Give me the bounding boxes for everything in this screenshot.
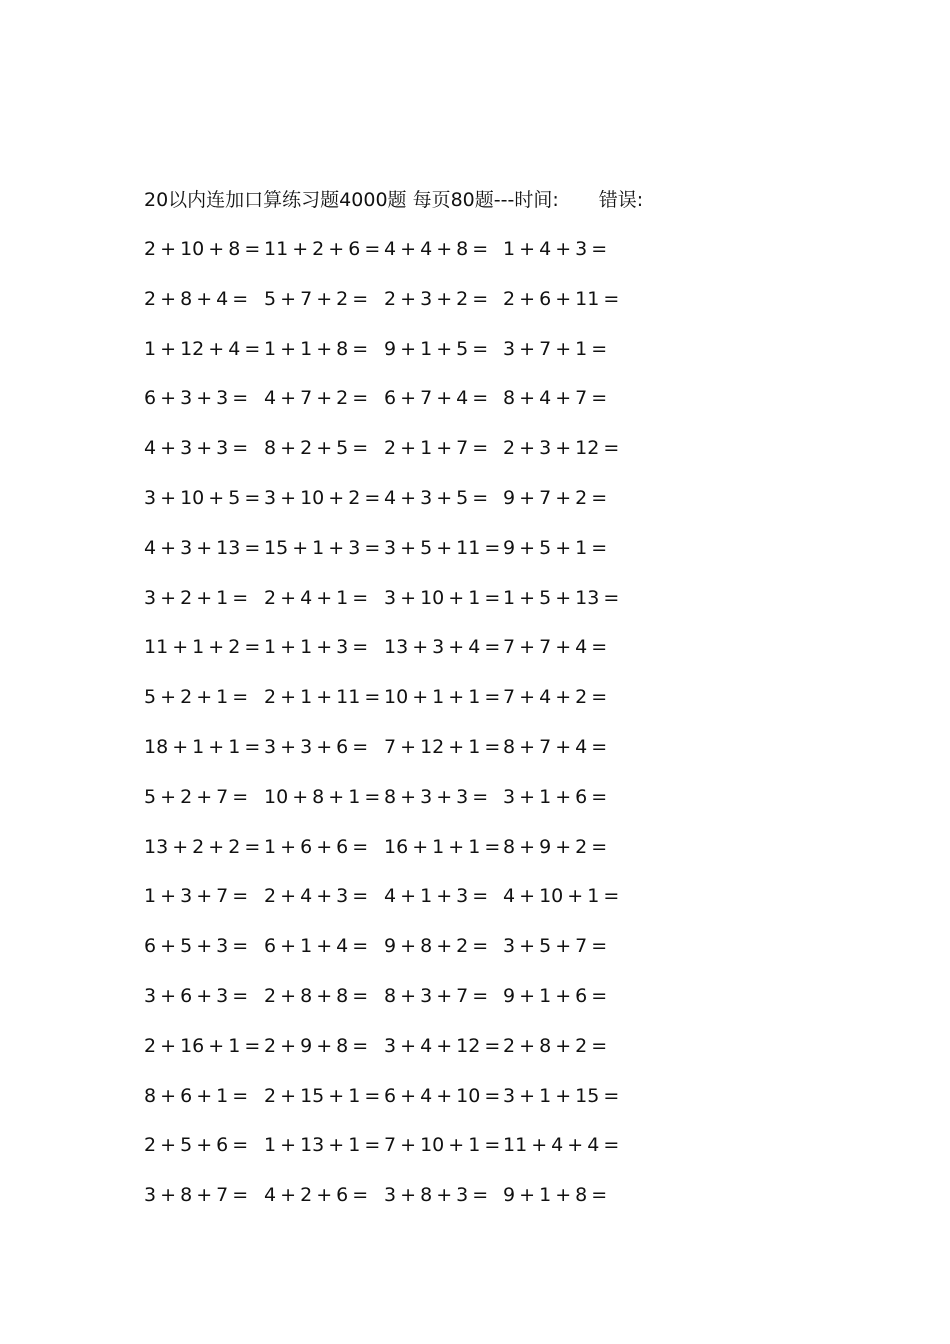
problem-item: 1 + 13 + 1 = bbox=[264, 1134, 381, 1157]
problem-item: 3 + 10 + 2 = bbox=[264, 486, 381, 509]
problem-item: 6 + 1 + 4 = bbox=[264, 935, 369, 958]
problem-item: 2 + 4 + 1 = bbox=[264, 586, 369, 609]
worksheet-header bbox=[144, 186, 643, 214]
problem-item: 1 + 1 + 3 = bbox=[264, 636, 369, 659]
problem-item: 4 + 4 + 8 = bbox=[384, 238, 489, 260]
problem-item: 7 + 12 + 1 = bbox=[384, 735, 501, 758]
problem-item: 8 + 7 + 4 = bbox=[503, 735, 608, 758]
problem-item: 11 + 4 + 4 = bbox=[503, 1134, 620, 1157]
problem-item: 9 + 1 + 5 = bbox=[384, 337, 489, 360]
problem-item: 8 + 6 + 1 = bbox=[144, 1084, 249, 1107]
problem-item: 1 + 3 + 7 = bbox=[144, 885, 249, 908]
problem-item: 6 + 4 + 10 = bbox=[384, 1084, 501, 1107]
problem-item: 2 + 16 + 1 = bbox=[144, 1034, 261, 1057]
problem-item: 2 + 1 + 7 = bbox=[384, 437, 489, 460]
problem-item: 2 + 5 + 6 = bbox=[144, 1134, 249, 1157]
problem-item: 10 + 1 + 1 = bbox=[384, 686, 501, 709]
problem-item: 7 + 7 + 4 = bbox=[503, 636, 608, 659]
problem-item: 8 + 3 + 7 = bbox=[384, 984, 489, 1007]
problem-item: 16 + 1 + 1 = bbox=[384, 835, 501, 858]
problem-item: 9 + 5 + 1 = bbox=[503, 536, 608, 559]
problem-item: 2 + 15 + 1 = bbox=[264, 1084, 381, 1107]
problem-item: 3 + 4 + 12 = bbox=[384, 1034, 501, 1057]
problem-item: 4 + 10 + 1 = bbox=[503, 885, 620, 908]
problem-item: 6 + 3 + 3 = bbox=[144, 387, 249, 410]
problem-item: 10 + 8 + 1 = bbox=[264, 785, 381, 808]
problem-item: 1 + 12 + 4 = bbox=[144, 337, 261, 360]
problem-item: 3 + 5 + 11 = bbox=[384, 536, 501, 559]
problem-item: 8 + 3 + 3 = bbox=[384, 785, 489, 808]
problem-item: 8 + 2 + 5 = bbox=[264, 437, 369, 460]
problem-item: 13 + 3 + 4 = bbox=[384, 636, 501, 659]
problem-item: 2 + 3 + 2 = bbox=[384, 287, 489, 310]
problem-item: 3 + 7 + 1 = bbox=[503, 337, 608, 360]
problem-item: 9 + 8 + 2 = bbox=[384, 935, 489, 958]
problem-item: 3 + 1 + 6 = bbox=[503, 785, 608, 808]
problem-item: 13 + 2 + 2 = bbox=[144, 835, 261, 858]
problem-item: 3 + 2 + 1 = bbox=[144, 586, 249, 609]
problem-item: 4 + 1 + 3 = bbox=[384, 885, 489, 908]
worksheet-title: 20以内连加口算练习题4000题 每页80题---时间: bbox=[144, 189, 559, 211]
problem-item: 9 + 1 + 8 = bbox=[503, 1184, 608, 1207]
problem-item: 9 + 7 + 2 = bbox=[503, 486, 608, 509]
problem-item: 11 + 2 + 6 = bbox=[264, 238, 381, 260]
problem-item: 2 + 9 + 8 = bbox=[264, 1034, 369, 1057]
problem-item: 2 + 8 + 8 = bbox=[264, 984, 369, 1007]
problem-item: 1 + 5 + 13 = bbox=[503, 586, 620, 609]
problem-item: 7 + 10 + 1 = bbox=[384, 1134, 501, 1157]
problem-item: 8 + 9 + 2 = bbox=[503, 835, 608, 858]
problem-item: 15 + 1 + 3 = bbox=[264, 536, 381, 559]
problem-item: 1 + 6 + 6 = bbox=[264, 835, 369, 858]
errors-label: 错误: bbox=[598, 189, 644, 211]
problem-item: 2 + 8 + 4 = bbox=[144, 287, 249, 310]
problem-item: 2 + 4 + 3 = bbox=[264, 885, 369, 908]
problem-item: 4 + 3 + 13 = bbox=[144, 536, 261, 559]
problem-item: 4 + 2 + 6 = bbox=[264, 1184, 369, 1207]
problem-item: 2 + 1 + 11 = bbox=[264, 686, 381, 709]
problem-item: 3 + 10 + 1 = bbox=[384, 586, 501, 609]
problem-item: 11 + 1 + 2 = bbox=[144, 636, 261, 659]
problem-item: 5 + 2 + 7 = bbox=[144, 785, 249, 808]
problem-item: 3 + 8 + 7 = bbox=[144, 1184, 249, 1207]
problem-item: 1 + 1 + 8 = bbox=[264, 337, 369, 360]
problem-item: 18 + 1 + 1 = bbox=[144, 735, 261, 758]
problem-item: 5 + 7 + 2 = bbox=[264, 287, 369, 310]
problem-item: 7 + 4 + 2 = bbox=[503, 686, 608, 709]
problem-item: 6 + 5 + 3 = bbox=[144, 935, 249, 958]
problem-item: 4 + 7 + 2 = bbox=[264, 387, 369, 410]
problem-item: 2 + 8 + 2 = bbox=[503, 1034, 608, 1057]
problem-item: 6 + 7 + 4 = bbox=[384, 387, 489, 410]
problem-item: 3 + 1 + 15 = bbox=[503, 1084, 620, 1107]
problem-item: 3 + 3 + 6 = bbox=[264, 735, 369, 758]
problem-item: 4 + 3 + 3 = bbox=[144, 437, 249, 460]
problem-item: 2 + 10 + 8 = bbox=[144, 238, 261, 260]
problem-item: 4 + 3 + 5 = bbox=[384, 486, 489, 509]
problem-item: 2 + 3 + 12 = bbox=[503, 437, 620, 460]
problem-item: 5 + 2 + 1 = bbox=[144, 686, 249, 709]
problem-item: 3 + 8 + 3 = bbox=[384, 1184, 489, 1207]
problem-item: 3 + 5 + 7 = bbox=[503, 935, 608, 958]
problem-item: 3 + 10 + 5 = bbox=[144, 486, 261, 509]
problem-item: 1 + 4 + 3 = bbox=[503, 238, 608, 260]
problem-item: 2 + 6 + 11 = bbox=[503, 287, 620, 310]
problem-item: 3 + 6 + 3 = bbox=[144, 984, 249, 1007]
problem-item: 9 + 1 + 6 = bbox=[503, 984, 608, 1007]
problem-item: 8 + 4 + 7 = bbox=[503, 387, 608, 410]
